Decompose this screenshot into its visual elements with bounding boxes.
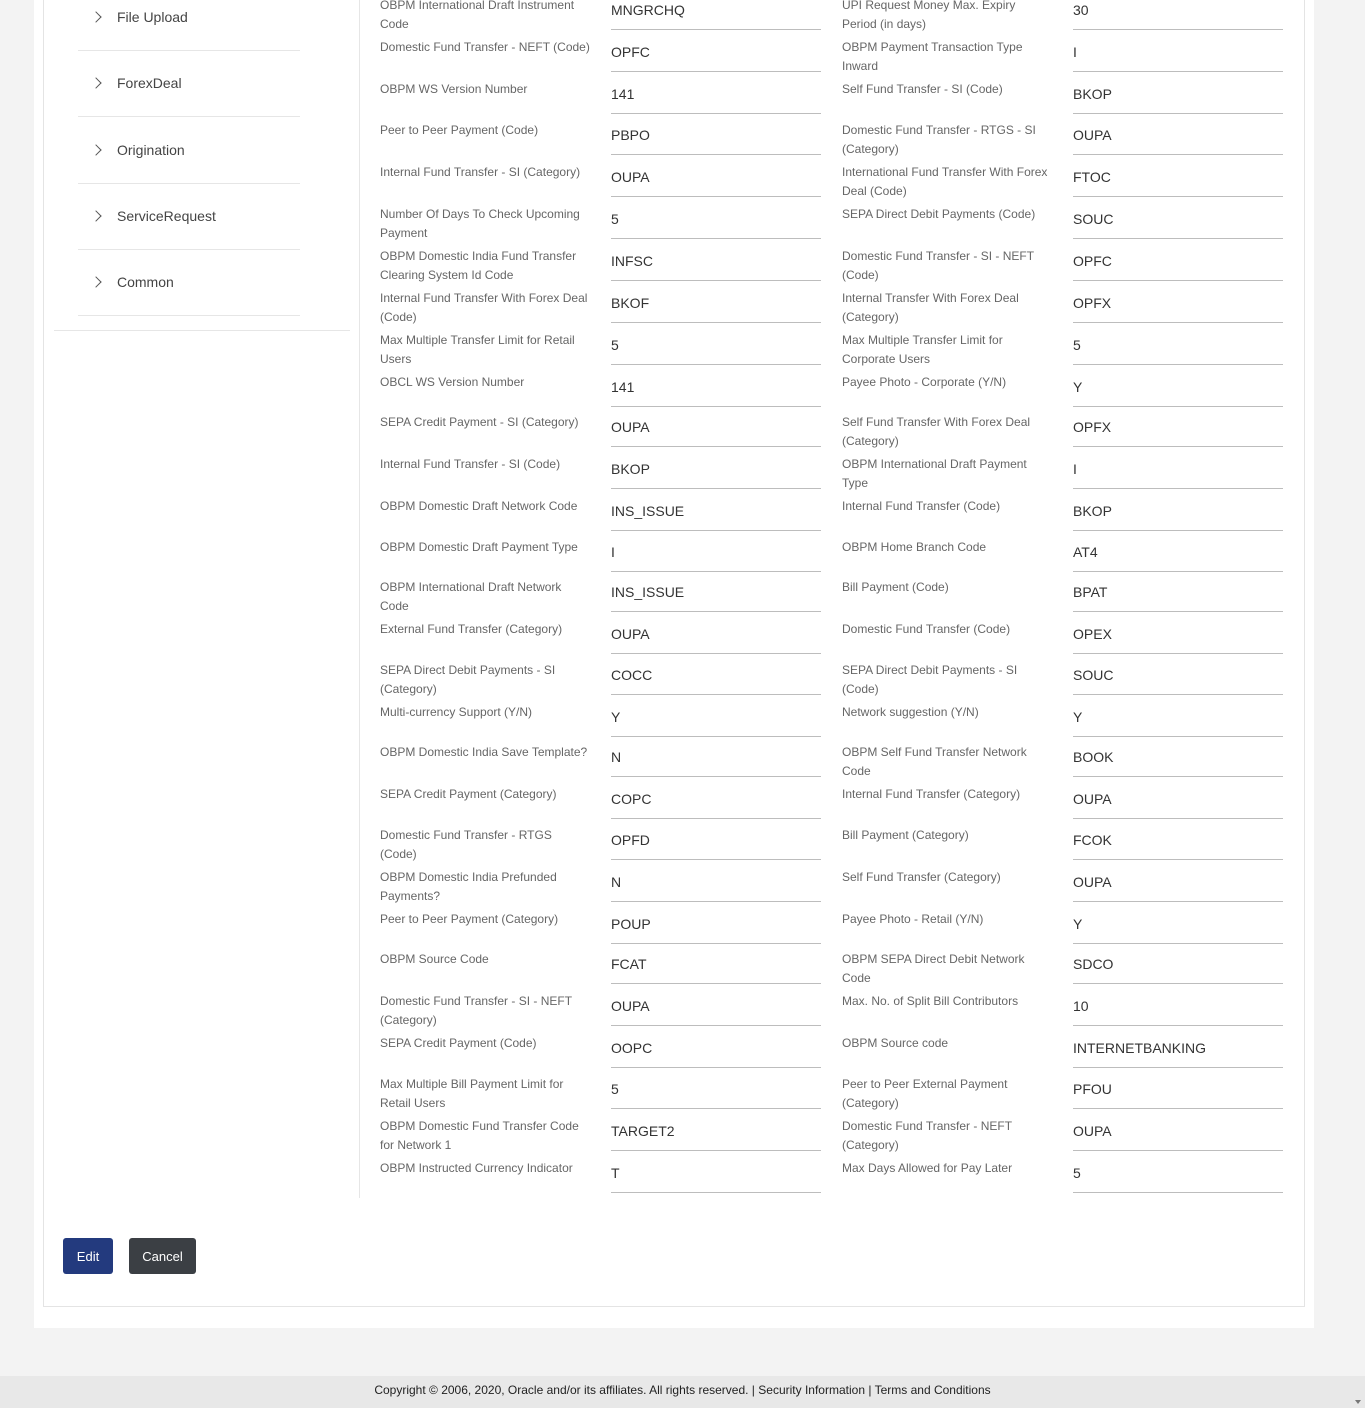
field-label: External Fund Transfer (Category) <box>380 622 563 636</box>
field-value-text: N <box>611 749 622 765</box>
field-value-text: 5 <box>611 211 619 227</box>
field-value-text: 5 <box>611 1081 619 1097</box>
field-value <box>611 984 821 1026</box>
field-value <box>611 902 821 944</box>
sidebar-item-servicerequest[interactable] <box>78 183 300 250</box>
field-label: Internal Fund Transfer (Category) <box>842 787 1021 801</box>
field-value <box>611 239 821 281</box>
field-value-text: MNGRCHQ <box>611 2 685 18</box>
field-value-text: BKOF <box>611 295 650 311</box>
field-value-text: 10 <box>1073 998 1089 1014</box>
field-value-text: OUPA <box>1073 874 1112 890</box>
field-value-text: INS_ISSUE <box>611 584 685 600</box>
sidebar-item-label: ForexDeal <box>117 75 182 91</box>
field-value-text: 141 <box>611 86 635 102</box>
field-value <box>1073 653 1283 695</box>
field-value-text: Y <box>611 709 621 725</box>
field-value-text: BOOK <box>1073 749 1114 765</box>
field-label: OBPM Domestic India Save Template? <box>380 745 588 759</box>
field-label: Internal Fund Transfer - SI (Category) <box>380 165 581 179</box>
field-label: Peer to Peer Payment (Code) <box>380 123 539 137</box>
field-value <box>611 942 821 984</box>
field-value <box>1073 1026 1283 1068</box>
field-value-text: I <box>1073 461 1077 477</box>
field-value <box>1073 197 1283 239</box>
field-value-text: OPFX <box>1073 295 1112 311</box>
field-value <box>611 530 821 572</box>
field-value-text: 141 <box>611 379 635 395</box>
field-label: SEPA Credit Payment (Category) <box>380 787 557 801</box>
field-value <box>611 1109 821 1151</box>
field-value <box>1073 447 1283 489</box>
field-value-text: OPFC <box>1073 253 1112 269</box>
field-value-text: I <box>611 544 615 560</box>
field-label: Peer to Peer External Payment (Category) <box>842 1077 1008 1110</box>
field-value-text: INS_ISSUE <box>611 503 685 519</box>
vertical-divider <box>359 0 360 1198</box>
field-label: OBPM Instructed Currency Indicator <box>380 1161 573 1175</box>
field-value <box>1073 1067 1283 1109</box>
field-value-text: INFSC <box>611 253 653 269</box>
field-value-text: BPAT <box>1073 584 1108 600</box>
field-value <box>1073 281 1283 323</box>
field-value <box>611 1151 821 1193</box>
field-value <box>1073 777 1283 819</box>
field-value-text: T <box>611 1165 620 1181</box>
field-label: SEPA Direct Debit Payments (Code) <box>842 207 1036 221</box>
field-value <box>1073 1109 1283 1151</box>
field-label: Domestic Fund Transfer - SI - NEFT (Category) <box>380 994 572 1027</box>
field-value-text: COPC <box>611 791 652 807</box>
field-value-text: SOUC <box>1073 667 1114 683</box>
field-label: Self Fund Transfer With Forex Deal (Category) <box>842 415 1031 448</box>
field-value-text: OUPA <box>611 169 650 185</box>
sidebar-item-common[interactable] <box>78 249 300 316</box>
chevron-right-icon <box>90 276 101 287</box>
field-grid <box>380 0 1292 1198</box>
field-label: Number Of Days To Check Upcoming Payment <box>380 207 580 240</box>
field-value-text: TARGET2 <box>611 1123 675 1139</box>
copyright-text: Copyright © 2006, 2020, Oracle and/or its affiliates. All rights reserved. | <box>374 1383 755 1397</box>
field-value-text: OUPA <box>1073 791 1112 807</box>
field-value-text: OUPA <box>611 998 650 1014</box>
field-label: Bill Payment (Code) <box>842 580 949 594</box>
field-value <box>611 281 821 323</box>
field-label: OBPM SEPA Direct Debit Network Code <box>842 952 1025 985</box>
field-label: OBPM International Draft Instrument Code <box>380 0 575 31</box>
field-value <box>1073 0 1283 30</box>
field-value <box>1073 365 1283 407</box>
field-label: Domestic Fund Transfer - RTGS - SI (Category) <box>842 123 1036 156</box>
footer-separator: | <box>868 1383 872 1397</box>
field-label: Peer to Peer Payment (Category) <box>380 912 559 926</box>
field-value-text: FCAT <box>611 956 647 972</box>
field-value-text: AT4 <box>1073 544 1098 560</box>
field-value-text: COCC <box>611 667 653 683</box>
field-value <box>1073 239 1283 281</box>
field-value <box>611 612 821 654</box>
field-label: OBPM Payment Transaction Type Inward <box>842 40 1023 73</box>
field-value <box>1073 72 1283 114</box>
chevron-right-icon <box>90 210 101 221</box>
field-value <box>611 197 821 239</box>
field-label: Domestic Fund Transfer - RTGS (Code) <box>380 828 552 861</box>
field-label: Network suggestion (Y/N) <box>842 705 979 719</box>
field-value-text: I <box>1073 44 1077 60</box>
field-value <box>1073 984 1283 1026</box>
chevron-right-icon <box>90 144 101 155</box>
field-value <box>611 489 821 531</box>
field-label: SEPA Credit Payment - SI (Category) <box>380 415 579 429</box>
field-value-text: FCOK <box>1073 832 1112 848</box>
field-label: Domestic Fund Transfer - SI - NEFT (Code) <box>842 249 1034 282</box>
sidebar-item-label: Common <box>117 274 174 290</box>
field-value-text: POUP <box>611 916 651 932</box>
field-label: International Fund Transfer With Forex Deal (Code) <box>842 165 1048 198</box>
field-value <box>1073 902 1283 944</box>
page-container <box>34 0 1314 1328</box>
field-value-text: 5 <box>611 337 619 353</box>
field-value <box>611 113 821 155</box>
cancel-button[interactable]: Cancel <box>129 1238 196 1274</box>
field-label: Max Multiple Transfer Limit for Corporate Users <box>842 333 1003 366</box>
field-value-text: 5 <box>1073 1165 1081 1181</box>
field-value-text: FTOC <box>1073 169 1111 185</box>
field-label: Domestic Fund Transfer - NEFT (Code) <box>380 40 590 54</box>
field-value <box>1073 530 1283 572</box>
field-value <box>1073 323 1283 365</box>
field-value-text: N <box>611 874 622 890</box>
terms-and-conditions-link[interactable]: Terms and Conditions <box>874 1383 991 1397</box>
field-value-text: Y <box>1073 916 1083 932</box>
field-label: OBPM International Draft Payment Type <box>842 457 1027 490</box>
field-value <box>1073 735 1283 777</box>
field-value <box>1073 570 1283 612</box>
chevron-right-icon <box>90 77 101 88</box>
field-value-text: 5 <box>1073 337 1081 353</box>
field-value <box>1073 942 1283 984</box>
field-value <box>611 1067 821 1109</box>
field-label: OBPM Domestic India Prefunded Payments? <box>380 870 557 903</box>
sidebar-item-label: ServiceRequest <box>117 208 216 224</box>
field-label: SEPA Credit Payment (Code) <box>380 1036 537 1050</box>
field-value <box>1073 1151 1283 1193</box>
sidebar-item-origination[interactable] <box>78 117 300 184</box>
field-value <box>611 777 821 819</box>
field-label: Payee Photo - Retail (Y/N) <box>842 912 984 926</box>
field-label: OBPM Self Fund Transfer Network Code <box>842 745 1027 778</box>
field-value <box>611 155 821 197</box>
field-label: Domestic Fund Transfer - NEFT (Category) <box>842 1119 1012 1152</box>
field-value-text: BKOP <box>1073 86 1112 102</box>
field-value-text: INTERNETBANKING <box>1073 1040 1207 1056</box>
field-label: OBPM WS Version Number <box>380 82 528 96</box>
field-value <box>611 1026 821 1068</box>
field-label: Multi-currency Support (Y/N) <box>380 705 533 719</box>
field-label: OBCL WS Version Number <box>380 375 525 389</box>
field-value <box>611 323 821 365</box>
field-value-text: PFOU <box>1073 1081 1112 1097</box>
field-label: OBPM International Draft Network Code <box>380 580 562 613</box>
field-label: Bill Payment (Category) <box>842 828 969 842</box>
field-value <box>1073 860 1283 902</box>
field-label: SEPA Direct Debit Payments - SI (Category) <box>380 663 556 696</box>
footer <box>0 1376 1365 1408</box>
field-value <box>611 405 821 447</box>
sidebar-menu <box>54 0 350 331</box>
field-value <box>611 72 821 114</box>
field-value <box>1073 405 1283 447</box>
configuration-card <box>43 0 1305 1307</box>
field-value <box>1073 695 1283 737</box>
field-label: Internal Fund Transfer (Code) <box>842 499 1001 513</box>
field-label: OBPM Domestic Draft Network Code <box>380 499 578 513</box>
field-label: OBPM Source Code <box>380 952 489 966</box>
field-label: Max. No. of Split Bill Contributors <box>842 994 1019 1008</box>
field-value <box>611 447 821 489</box>
field-value <box>611 653 821 695</box>
field-label: Max Days Allowed for Pay Later <box>842 1161 1013 1175</box>
field-value-text: SOUC <box>1073 211 1114 227</box>
field-value-text: OUPA <box>1073 1123 1112 1139</box>
field-value <box>611 0 821 30</box>
sidebar-item-label: File Upload <box>117 9 188 25</box>
field-value <box>611 30 821 72</box>
field-value <box>1073 30 1283 72</box>
field-value <box>611 735 821 777</box>
field-value <box>1073 113 1283 155</box>
edit-button[interactable]: Edit <box>63 1238 113 1274</box>
sidebar-item-forexdeal[interactable] <box>78 50 300 117</box>
field-label: Domestic Fund Transfer (Code) <box>842 622 1011 636</box>
field-label: Self Fund Transfer (Category) <box>842 870 1001 884</box>
field-value-text: 30 <box>1073 2 1089 18</box>
field-label: OBPM Domestic Draft Payment Type <box>380 540 578 554</box>
field-label: Internal Fund Transfer With Forex Deal (Code) <box>380 291 588 324</box>
field-value-text: PBPO <box>611 127 650 143</box>
field-value <box>1073 818 1283 860</box>
scroll-down-icon[interactable] <box>1355 1400 1361 1404</box>
field-label: Internal Fund Transfer - SI (Code) <box>380 457 561 471</box>
field-value <box>611 860 821 902</box>
field-value-text: SDCO <box>1073 956 1114 972</box>
field-value-text: OUPA <box>611 419 650 435</box>
field-value-text: Y <box>1073 709 1083 725</box>
field-label: SEPA Direct Debit Payments - SI (Code) <box>842 663 1018 696</box>
field-label: Max Multiple Bill Payment Limit for Retail Users <box>380 1077 564 1110</box>
field-value <box>611 695 821 737</box>
sidebar-item-label: Origination <box>117 142 185 158</box>
field-value-text: BKOP <box>1073 503 1112 519</box>
field-value <box>1073 612 1283 654</box>
field-label: Max Multiple Transfer Limit for Retail Users <box>380 333 575 366</box>
field-value <box>1073 489 1283 531</box>
field-label: OBPM Domestic India Fund Transfer Clearing System Id Code <box>380 249 577 282</box>
field-label: OBPM Source code <box>842 1036 949 1050</box>
field-value <box>1073 155 1283 197</box>
field-value-text: OUPA <box>1073 127 1112 143</box>
field-label: Self Fund Transfer - SI (Code) <box>842 82 1003 96</box>
field-label: OBPM Home Branch Code <box>842 540 987 554</box>
sidebar-item-file-upload[interactable] <box>78 0 300 51</box>
field-value-text: OPFX <box>1073 419 1112 435</box>
field-label: OBPM Domestic Fund Transfer Code for Network 1 <box>380 1119 579 1152</box>
field-value <box>611 818 821 860</box>
field-label: UPI Request Money Max. Expiry Period (in days) <box>842 0 1016 31</box>
field-value <box>611 365 821 407</box>
field-value-text: OUPA <box>611 626 650 642</box>
field-label: Internal Transfer With Forex Deal (Category) <box>842 291 1019 324</box>
field-value-text: OPFC <box>611 44 650 60</box>
security-information-link[interactable]: Security Information <box>758 1383 865 1397</box>
field-value-text: OPEX <box>1073 626 1112 642</box>
field-value <box>611 570 821 612</box>
field-value-text: OOPC <box>611 1040 653 1056</box>
field-value-text: OPFD <box>611 832 650 848</box>
chevron-right-icon <box>90 11 101 22</box>
field-value-text: Y <box>1073 379 1083 395</box>
field-label: Payee Photo - Corporate (Y/N) <box>842 375 1007 389</box>
field-value-text: BKOP <box>611 461 650 477</box>
